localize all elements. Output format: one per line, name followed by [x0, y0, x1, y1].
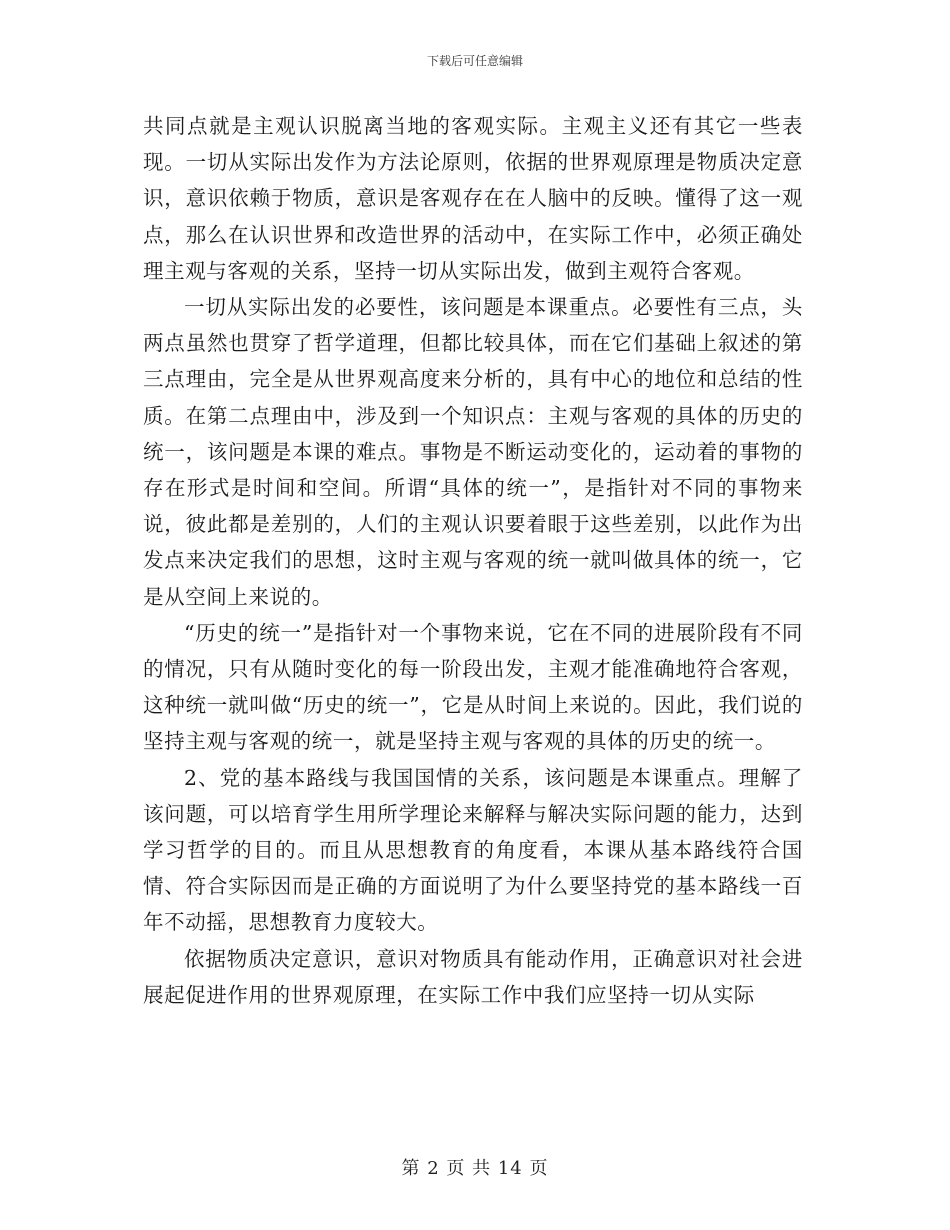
- page-header-note: 下载后可任意编辑: [426, 54, 523, 68]
- paragraph-2: 一切从实际出发的必要性，该问题是本课重点。必要性有三点，头两点虽然也贯穿了哲学道理，但都比较具体，而在它们基础上叙述的第三点理由，完全是从世界观高度来分析的，具有中心的地位和总结的性质。在第二点理由中，涉及到一个知识点：主观与客观的具体的历史的统一，该问题是本课的难点。事物是不断运动变化的，运动着的事物的存在形式是时间和空间。所谓“具体的统一”，是指针对不同的事物来说，彼此都是差别的，人们的主观认识要着眼于这些差别，以此作为出发点来决定我们的思想，这时主观与客观的统一就叫做具体的统一，它是从空间上来说的。: [143, 295, 803, 609]
- document-body: [143, 108, 803, 1013]
- paragraph-5: 依据物质决定意识，意识对物质具有能动作用，正确意识对社会进展起促进作用的世界观原理，在实际工作中我们应坚持一切从实际: [143, 946, 803, 1007]
- page-number-footer: 第 2 页 共 14 页: [401, 1158, 549, 1179]
- paragraph-3: “历史的统一”是指针对一个事物来说，它在不同的进展阶段有不同的情况，只有从随时变化的每一阶段出发，主观才能准确地符合客观，这种统一就叫做“历史的统一”，它是从时间上来说的。因此，我们说的坚持主观与客观的统一，就是坚持主观与客观的具体的历史的统一。: [143, 620, 803, 754]
- paragraph-4: 2、党的基本路线与我国国情的关系，该问题是本课重点。理解了该问题，可以培育学生用所学理论来解释与解决实际问题的能力，达到学习哲学的目的。而且从思想教育的角度看，本课从基本路线符合国情、符合实际因而是正确的方面说明了为什么要坚持党的基本路线一百年不动摇，思想教育力度较大。: [143, 765, 803, 935]
- paragraph-1: 共同点就是主观认识脱离当地的客观实际。主观主义还有其它一些表现。一切从实际出发作为方法论原则，依据的世界观原理是物质决定意识，意识依赖于物质，意识是客观存在在人脑中的反映。懂得了这一观点，那么在认识世界和改造世界的活动中，在实际工作中，必须正确处理主观与客观的关系，坚持一切从实际出发，做到主观符合客观。: [143, 114, 803, 283]
